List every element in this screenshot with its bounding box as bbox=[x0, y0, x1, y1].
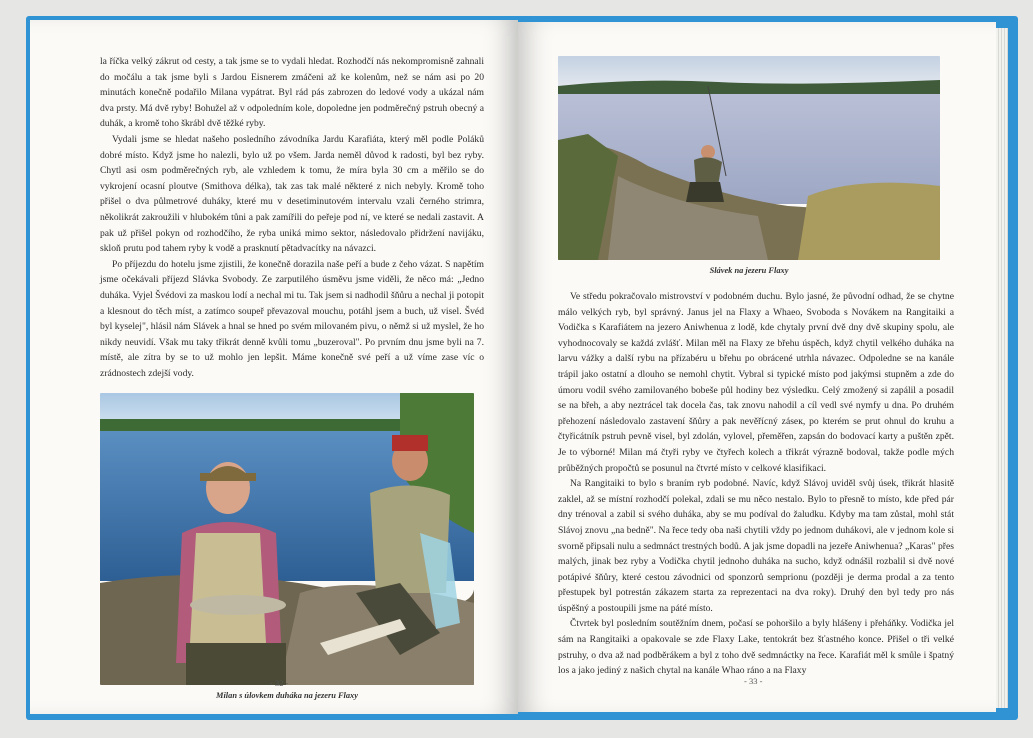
right-paragraph-3: Čtvrtek byl posledním soutěžním dnem, počasí se pohoršilo a byly hlášeny i přeháňky. Vodička jel sám na Rangitaiki a opakovale se zde Flaxy Lake, tentokrát bez šťastného konce. Přišel o tři velké pstruhy, o dva až nad podběrákem a byl z toho dvě sedmnáctky na řece. Karafiát měl k smůle i špatný los a jako jediný z našich chytal na kanále Whao ráno a na Flaxy bbox=[558, 618, 954, 677]
left-text bbox=[100, 54, 484, 381]
right-text bbox=[558, 289, 954, 679]
left-photo bbox=[100, 393, 474, 685]
left-page bbox=[30, 20, 518, 714]
fishermen-photo bbox=[100, 393, 474, 685]
left-photo-caption: Milan s úlovkem duháka na jezeru Flaxy bbox=[216, 691, 358, 701]
left-paragraph-3: Po příjezdu do hotelu jsme zjistili, že konečně dorazila naše peří a bude z čeho vázat. S napětím jsme očekávali příjezd Slávka Svobody. Ze zarputilého úsměvu jsme viděli, že něco má: „Jedno duháka. Vyjel Švédovi za maskou lodí a nechal mi tu. Tak jsem si nadhodil šňůru a nechal ji potopit a klesnout do těch míst, a zatímco soupeř převazoval mouchu, potáhl jsem a buch, už visel. Švéd byl kyselej", hlásil nám Slávek a hnal se hned po svém milovaném pivu, o němž si už myslel, že ho nikdy neuvidí. Však mu taky třikrát denně kvůli tomu „buzeroval". Po prvním dnu jsme byli na 7. místě, ale zítra by se to už mohlo jen lepšit. Máme konečně své peří a už víme zase víc o zrádnostech zdejší vody. bbox=[100, 258, 484, 379]
right-paragraph-1: Ve středu pokračovalo mistrovství v podobném duchu. Bylo jasné, že původní odhad, že se chytne málo velkých ryb, byl správný. Janus jel na Flaxy a Whaeo, Svoboda s Novákem na Rangitaiki a Vodička s Karafiátem na jezero Aniwhenua z lodě, kde chytaly první dvě dny dvě skupiny spolu, ale vyhodnocovaly se každá zvlášť. Milan měl na Flaxy ze břehu úspěch, když chytil velkého duháka na larvu vážky a další rybu na přízabéru u břehu po obrácené utrhla návazec. Odpoledne se na kanále trápil jako ostatní a dlouho se nemohl chytit. Vybral si typické místo pod jakýmsi stupněm a zde do úmoru vodil svého zamilovaného bobeše půl hodiny bez výsledku. Celý zmožený si zapálil a posadil se na břeh, a aby neztrácel tak docela čas, tak znovu nahodil a cíl vedl své nymfy u dna. Po druhém přehození následovalo zastavení šňůry a pak nevěřícný záseк, po kterém se prut ohnul do kruhu a čtyřicátník pstruh pevně visel, byl zdolán, vylovel, přeměřen, zapsán do bodovací karty a puštěn zpět. Je to výborné! Milan má čtyři ryby ve čtyřech kolech a třikrát výrazně bodoval, takže podle mých průběžných propočtů se posunul na čtvrté místo v celkové klasifikaci. bbox=[558, 291, 954, 474]
page-edges bbox=[996, 28, 1008, 708]
left-page-number: - 32 - bbox=[270, 678, 289, 688]
right-photo bbox=[558, 56, 940, 260]
right-paragraph-2: Na Rangitaiki to bylo s braním ryb podobné. Navíc, když Slávoj uviděl svůj úsek, třikrát hlasitě zaklel, až se místní rozhodčí polekal, zdali se mu něco nestalo. Bylo to přesně to místo, kde před pár dny trénoval a zabil si svého duháka, aby se mu podíval do žaludku. Kdyby ma tam zůstal, mohl stát Slávoj znovu „na bedně". Na řece tedy oba naši chytili vždy po jednom duhákovi, ale v jednom kole si svorně připsali nulu a sedmnáct trestných bodů. A jak jsme dopadli na jezeře Aniwhenua? „Karas" přes malých, jinak bez ryby a Vodička chytil jednoho duháka na sucho, když odnášil rozbalil si dvě nové potápivé šňůry, které cestou závodnici od sponzorů semprionu (později je derma prodal a za tento přestupek byl potrestán zákazem starta za reprezentaci na dva roky). Druhý den byl tedy pro nás úspěšný a postoupili jsme na páté místo. bbox=[558, 478, 954, 614]
left-paragraph-1: la říčka velký zákrut od cesty, a tak jsme se to vydali hledat. Rozhodčí nás nekompromisně zahnali do močálu a tak jsme byli s Jardou Eisnerem zmáčeni až ke kolenům, než se nám asi po 20 minutách konečně podařilo Milana vypátrat. Byl rád pás zabrozen do ledové vody a ukázal nám dva prsty. Má dvě ryby! Bohužel až v odpoledním kole, dopoledne jen podměrečný pstruh obecný a duhák, a kromě toho škrábl dvě těžké ryby. bbox=[100, 56, 484, 130]
left-paragraph-2: Vydali jsme se hledat našeho posledního závodníka Jardu Karafiáta, který měl podle Poláků dobré místo. Když jsme ho nalezli, bylo už po všem. Jarda neměl důvod k radosti, byl bez ryby. Chytl asi osm podměrečných ryb, ale vzhledem k tomu, že míra byla 30 cm a měřilo se do vykrojení ocasní ploutve (Smithova délka), tak zas tak malé některé z nich nebyly. Kromě toho přišel o dva půlmetrové duháky, které mu v desetiminutovém intervalu vzali černého strimra, několikrát zakroužili v hlubokém tůni a pak zamířili do peřeje pod ní, ve které se nedali zastavit. A pak už přišel pokyn od rozhodčího, že ryba uniká mimo sektor, následovalo přidržení navijáku, skloň prutu pod tahem ryby k vodě a prasknutí pětadvacítky na návazci. bbox=[100, 133, 484, 255]
lake-photo bbox=[558, 56, 940, 260]
right-page-number: - 33 - bbox=[744, 676, 763, 686]
right-photo-caption: Slávek na jezeru Flaxy bbox=[709, 266, 789, 275]
right-page bbox=[518, 22, 996, 712]
